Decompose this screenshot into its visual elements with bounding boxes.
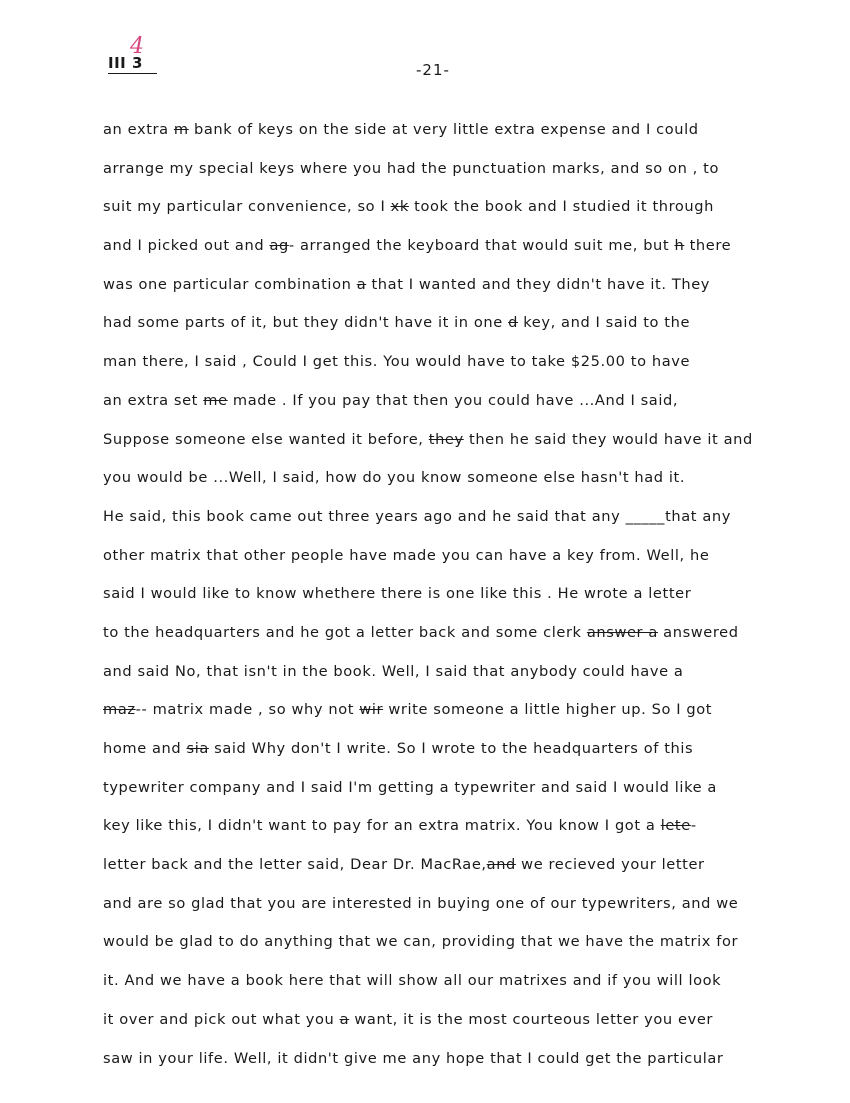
text-segment: you would be ...Well, I said, how do you know someone else hasn't had it. xyxy=(103,469,686,487)
text-line xyxy=(103,1044,803,1083)
text-segment: -- matrix made , so why not xyxy=(135,701,360,719)
text-segment: that I wanted and they didn't have it. They xyxy=(366,275,711,293)
text-segment: bank of keys on the side at very little extra expense and I could xyxy=(188,121,699,138)
text-segment: it. And we have a book here that will show all our matrixes and if you will look xyxy=(103,972,722,990)
text-segment: other matrix that other people have made you can have a key from. Well, he xyxy=(103,546,710,564)
text-line xyxy=(103,773,803,812)
text-segment: there xyxy=(684,237,732,255)
text-segment: said Why don't I write. So I wrote to the headquarters of this xyxy=(208,740,694,757)
text-line xyxy=(103,231,803,270)
text-line xyxy=(103,811,803,850)
text-line xyxy=(103,192,803,231)
text-segment: and said No, that isn't in the book. Well, I said that anybody could have a xyxy=(103,662,684,680)
text-segment: man there, I said , Could I get this. You would have to take $25.00 to have xyxy=(103,353,691,371)
struck-text: they xyxy=(428,430,464,448)
text-segment: it over and pick out what you xyxy=(103,1010,340,1028)
text-segment: typewriter company and I said I'm getting a typewriter and said I would like a xyxy=(103,778,717,796)
text-line xyxy=(103,850,803,889)
text-line xyxy=(103,734,803,773)
struck-text: d xyxy=(508,314,518,332)
text-segment: key, and I said to the xyxy=(517,314,691,332)
section-marker xyxy=(108,34,157,74)
body-text xyxy=(103,115,803,1082)
struck-text: wir xyxy=(359,701,384,719)
text-segment: an extra xyxy=(103,121,174,138)
text-line xyxy=(103,154,803,193)
text-segment: then he said they would have it and xyxy=(463,430,753,448)
text-segment: had some parts of it, but they didn't have it in one xyxy=(103,314,509,332)
struck-text: me xyxy=(203,391,228,409)
struck-text: a xyxy=(339,1010,350,1028)
text-segment: took the book and I studied it through xyxy=(408,198,714,216)
text-line xyxy=(103,618,803,657)
struck-text: a xyxy=(356,275,367,293)
text-segment: - xyxy=(690,817,697,835)
text-segment: we recieved your letter xyxy=(515,856,705,874)
text-segment: He said, this book came out three years ago and he said that any _____that any xyxy=(103,507,731,525)
text-line xyxy=(103,425,803,464)
text-segment: key like this, I didn't want to pay for an extra matrix. You know I got a xyxy=(103,817,661,835)
text-segment: an extra set xyxy=(103,391,204,409)
text-line xyxy=(103,579,803,618)
text-line xyxy=(103,115,803,154)
text-segment: want, it is the most courteous letter you ever xyxy=(349,1010,713,1028)
text-segment: arrange my special keys where you had the punctuation marks, and so on , to xyxy=(103,159,719,177)
struck-text: ag xyxy=(269,237,289,255)
text-segment: Suppose someone else wanted it before, xyxy=(103,430,429,448)
text-segment: made . If you pay that then you could have ...And I said, xyxy=(227,391,679,409)
text-line xyxy=(103,463,803,502)
text-line xyxy=(103,927,803,966)
text-segment: home and xyxy=(103,740,187,757)
text-line xyxy=(103,502,803,541)
text-line xyxy=(103,541,803,580)
text-segment: would be glad to do anything that we can, providing that we have the matrix for xyxy=(103,933,739,951)
handwritten-correction: 4 xyxy=(130,34,145,59)
struck-text: maz xyxy=(103,701,136,719)
text-line xyxy=(103,308,803,347)
text-segment: - arranged the keyboard that would suit me, but xyxy=(288,237,675,255)
struck-text: xk xyxy=(390,198,409,216)
text-segment: suit my particular convenience, so I xyxy=(103,198,391,216)
page-number: -21- xyxy=(416,61,450,79)
text-segment: saw in your life. Well, it didn't give me any hope that I could get the particular xyxy=(103,1049,724,1067)
struck-text: h xyxy=(674,237,685,255)
text-segment: answered xyxy=(657,623,739,641)
text-line xyxy=(103,657,803,696)
struck-text: sia xyxy=(186,740,209,757)
text-line xyxy=(103,347,803,386)
struck-text: m xyxy=(173,121,189,138)
text-line xyxy=(103,695,803,734)
text-segment: write someone a little higher up. So I got xyxy=(383,701,713,719)
struck-text: and xyxy=(486,856,516,874)
text-line xyxy=(103,1005,803,1044)
struck-text: lete xyxy=(660,817,691,835)
text-line xyxy=(103,966,803,1005)
text-line xyxy=(103,386,803,425)
text-line xyxy=(103,270,803,309)
text-segment: to the headquarters and he got a letter back and some clerk xyxy=(103,623,587,641)
text-segment: letter back and the letter said, Dear Dr. MacRae, xyxy=(103,856,487,874)
text-line xyxy=(103,889,803,928)
text-segment: and I picked out and xyxy=(103,237,270,255)
struck-text: answer a xyxy=(586,623,658,641)
text-segment: was one particular combination xyxy=(103,275,357,293)
section-label: III 3 xyxy=(108,54,157,74)
text-segment: said I would like to know whethere there is one like this . He wrote a letter xyxy=(103,585,692,603)
text-segment: and are so glad that you are interested in buying one of our typewriters, and we xyxy=(103,894,739,912)
